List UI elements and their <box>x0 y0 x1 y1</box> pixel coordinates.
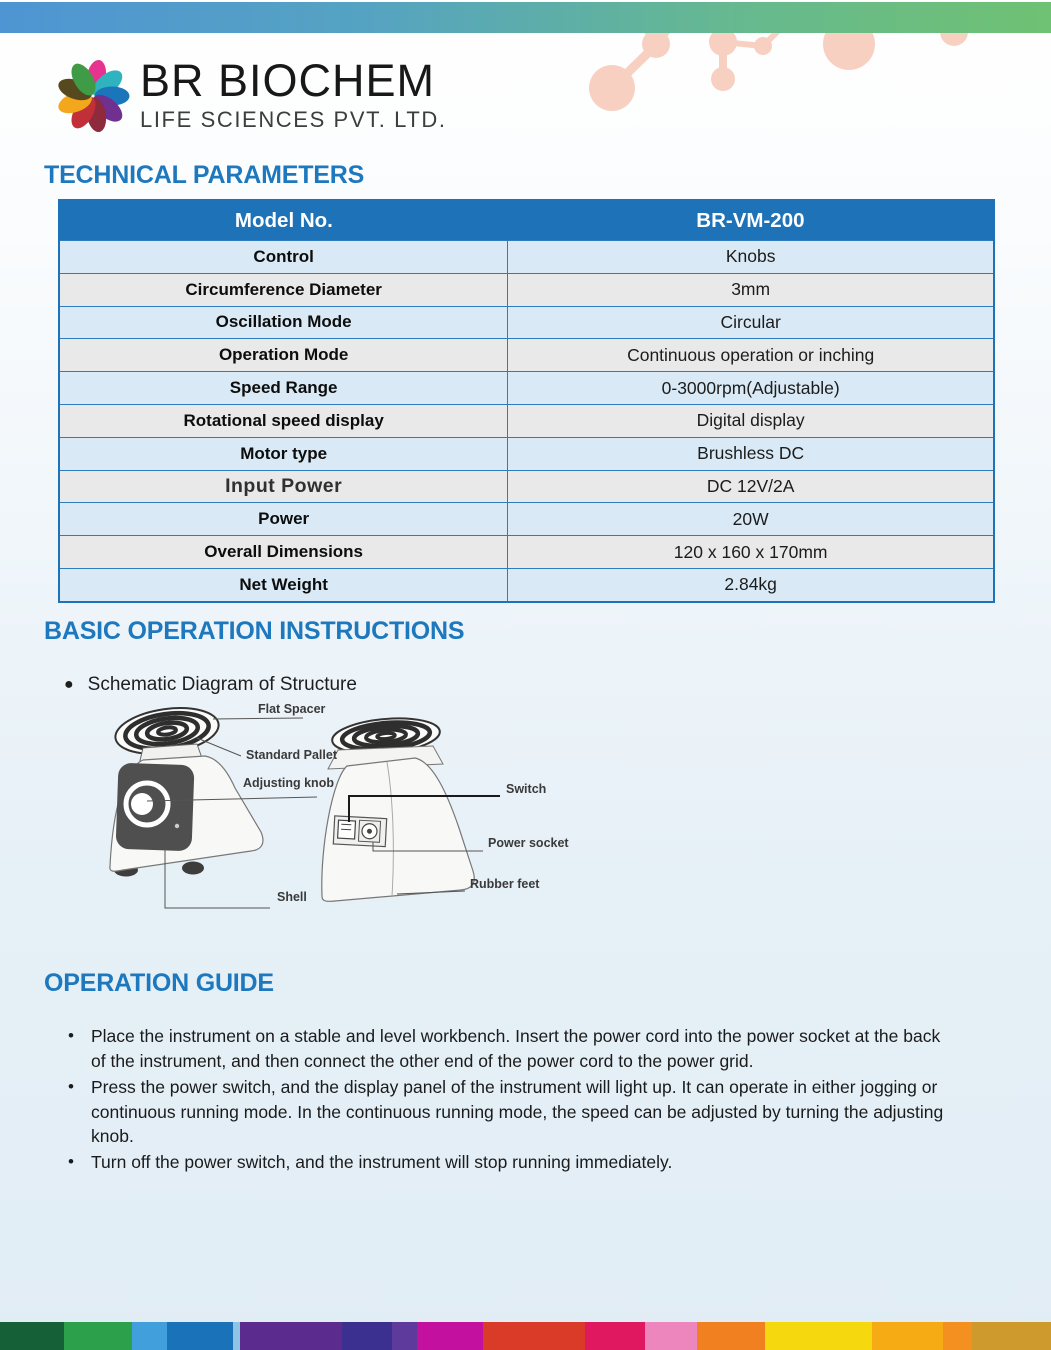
logo-flower-petals <box>56 58 130 133</box>
footer-color-segment <box>697 1322 765 1350</box>
param-cell: Oscillation Mode <box>59 306 508 339</box>
footer-color-segment <box>943 1322 972 1350</box>
footer-color-segment <box>392 1322 417 1350</box>
brand-subtitle: LIFE SCIENCES PVT. LTD. <box>140 107 447 132</box>
guide-list <box>64 1024 948 1176</box>
diagram-label-switch: Switch <box>506 782 547 796</box>
bullet-dot-icon: ● <box>64 676 74 693</box>
footer-color-segment <box>872 1322 943 1350</box>
footer-color-bar <box>0 1322 1051 1350</box>
schematic-diagram-bullet <box>64 674 357 696</box>
diagram-label-standard-pallet: Standard Pallet <box>246 748 337 762</box>
footer-color-segment <box>417 1322 483 1350</box>
section-title-operation-guide: OPERATION GUIDE <box>44 969 274 997</box>
param-cell: Speed Range <box>59 372 508 405</box>
footer-color-segment <box>233 1322 240 1350</box>
section-title-technical-parameters: TECHNICAL PARAMETERS <box>44 161 365 189</box>
footer-color-segment <box>240 1322 342 1350</box>
guide-bullet-item: • Press the power switch, and the display panel of the instrument will light up. It can operate in either jogging or continuous running mode. In the continuous running mode, the speed can be adjusted by turning the adjusting knob. <box>64 1075 948 1150</box>
footer-color-segment <box>64 1322 132 1350</box>
param-cell: Operation Mode <box>59 339 508 372</box>
footer-color-segment <box>483 1322 585 1350</box>
value-cell: 2.84kg <box>508 568 994 601</box>
logo-flower-icon <box>56 54 130 138</box>
footer-color-segment <box>765 1322 872 1350</box>
diagram-label-rubber-feet: Rubber feet <box>470 877 540 891</box>
diagram-label-power-socket: Power socket <box>488 836 569 850</box>
diagram-label-flat-spacer: Flat Spacer <box>258 702 326 716</box>
top-accent-bar <box>0 2 1051 33</box>
value-cell: 20W <box>508 503 994 536</box>
param-cell: Net Weight <box>59 568 508 601</box>
guide-bullet-item: • Turn off the power switch, and the instrument will stop running immediately. <box>64 1150 948 1175</box>
footer-color-segment <box>167 1322 233 1350</box>
footer-color-segment <box>585 1322 645 1350</box>
value-cell: 0-3000rpm(Adjustable) <box>508 372 994 405</box>
table-row <box>59 404 994 437</box>
vortex-mixer-schematic-diagram <box>85 698 615 930</box>
footer-color-segment <box>972 1322 1051 1350</box>
value-cell: 3mm <box>508 273 994 306</box>
footer-color-segment <box>342 1322 392 1350</box>
diagram-label-adjusting-knob: Adjusting knob <box>243 776 334 790</box>
param-cell: Input Power <box>59 470 508 503</box>
table-header-row <box>59 200 994 241</box>
footer-color-segment <box>132 1322 167 1350</box>
table-row <box>59 273 994 306</box>
footer-color-segment <box>0 1322 64 1350</box>
param-cell: Rotational speed display <box>59 404 508 437</box>
footer-color-segment <box>645 1322 697 1350</box>
technical-parameters-table <box>58 199 995 603</box>
param-cell: Circumference Diameter <box>59 273 508 306</box>
mixer-rear-view <box>322 714 474 901</box>
brand-logo <box>56 54 447 138</box>
table-row <box>59 306 994 339</box>
param-cell: Motor type <box>59 437 508 470</box>
value-cell: Circular <box>508 306 994 339</box>
table-row <box>59 503 994 536</box>
spec-table-body <box>59 241 994 602</box>
table-row <box>59 339 994 372</box>
table-row <box>59 568 994 601</box>
table-row <box>59 536 994 569</box>
table-row <box>59 241 994 274</box>
schematic-diagram-label: Schematic Diagram of Structure <box>87 674 357 695</box>
brand-name: BR BIOCHEM <box>140 55 436 106</box>
table-row <box>59 470 994 503</box>
mixer-front-view <box>110 702 263 877</box>
param-cell: Power <box>59 503 508 536</box>
table-header-value: BR-VM-200 <box>508 200 994 241</box>
diagram-label-shell: Shell <box>277 890 307 904</box>
param-cell: Control <box>59 241 508 274</box>
guide-bullet-item: • Place the instrument on a stable and level workbench. Insert the power cord into the power socket at the back of the instrument, and then connect the other end of the power cord to the power grid. <box>64 1024 948 1074</box>
value-cell: Brushless DC <box>508 437 994 470</box>
value-cell: Continuous operation or inching <box>508 339 994 372</box>
value-cell: Digital display <box>508 404 994 437</box>
table-row <box>59 437 994 470</box>
value-cell: Knobs <box>508 241 994 274</box>
table-row <box>59 372 994 405</box>
value-cell: 120 x 160 x 170mm <box>508 536 994 569</box>
value-cell: DC 12V/2A <box>508 470 994 503</box>
table-header-param: Model No. <box>59 200 508 241</box>
param-cell: Overall Dimensions <box>59 536 508 569</box>
section-title-basic-operation: BASIC OPERATION INSTRUCTIONS <box>44 617 465 645</box>
